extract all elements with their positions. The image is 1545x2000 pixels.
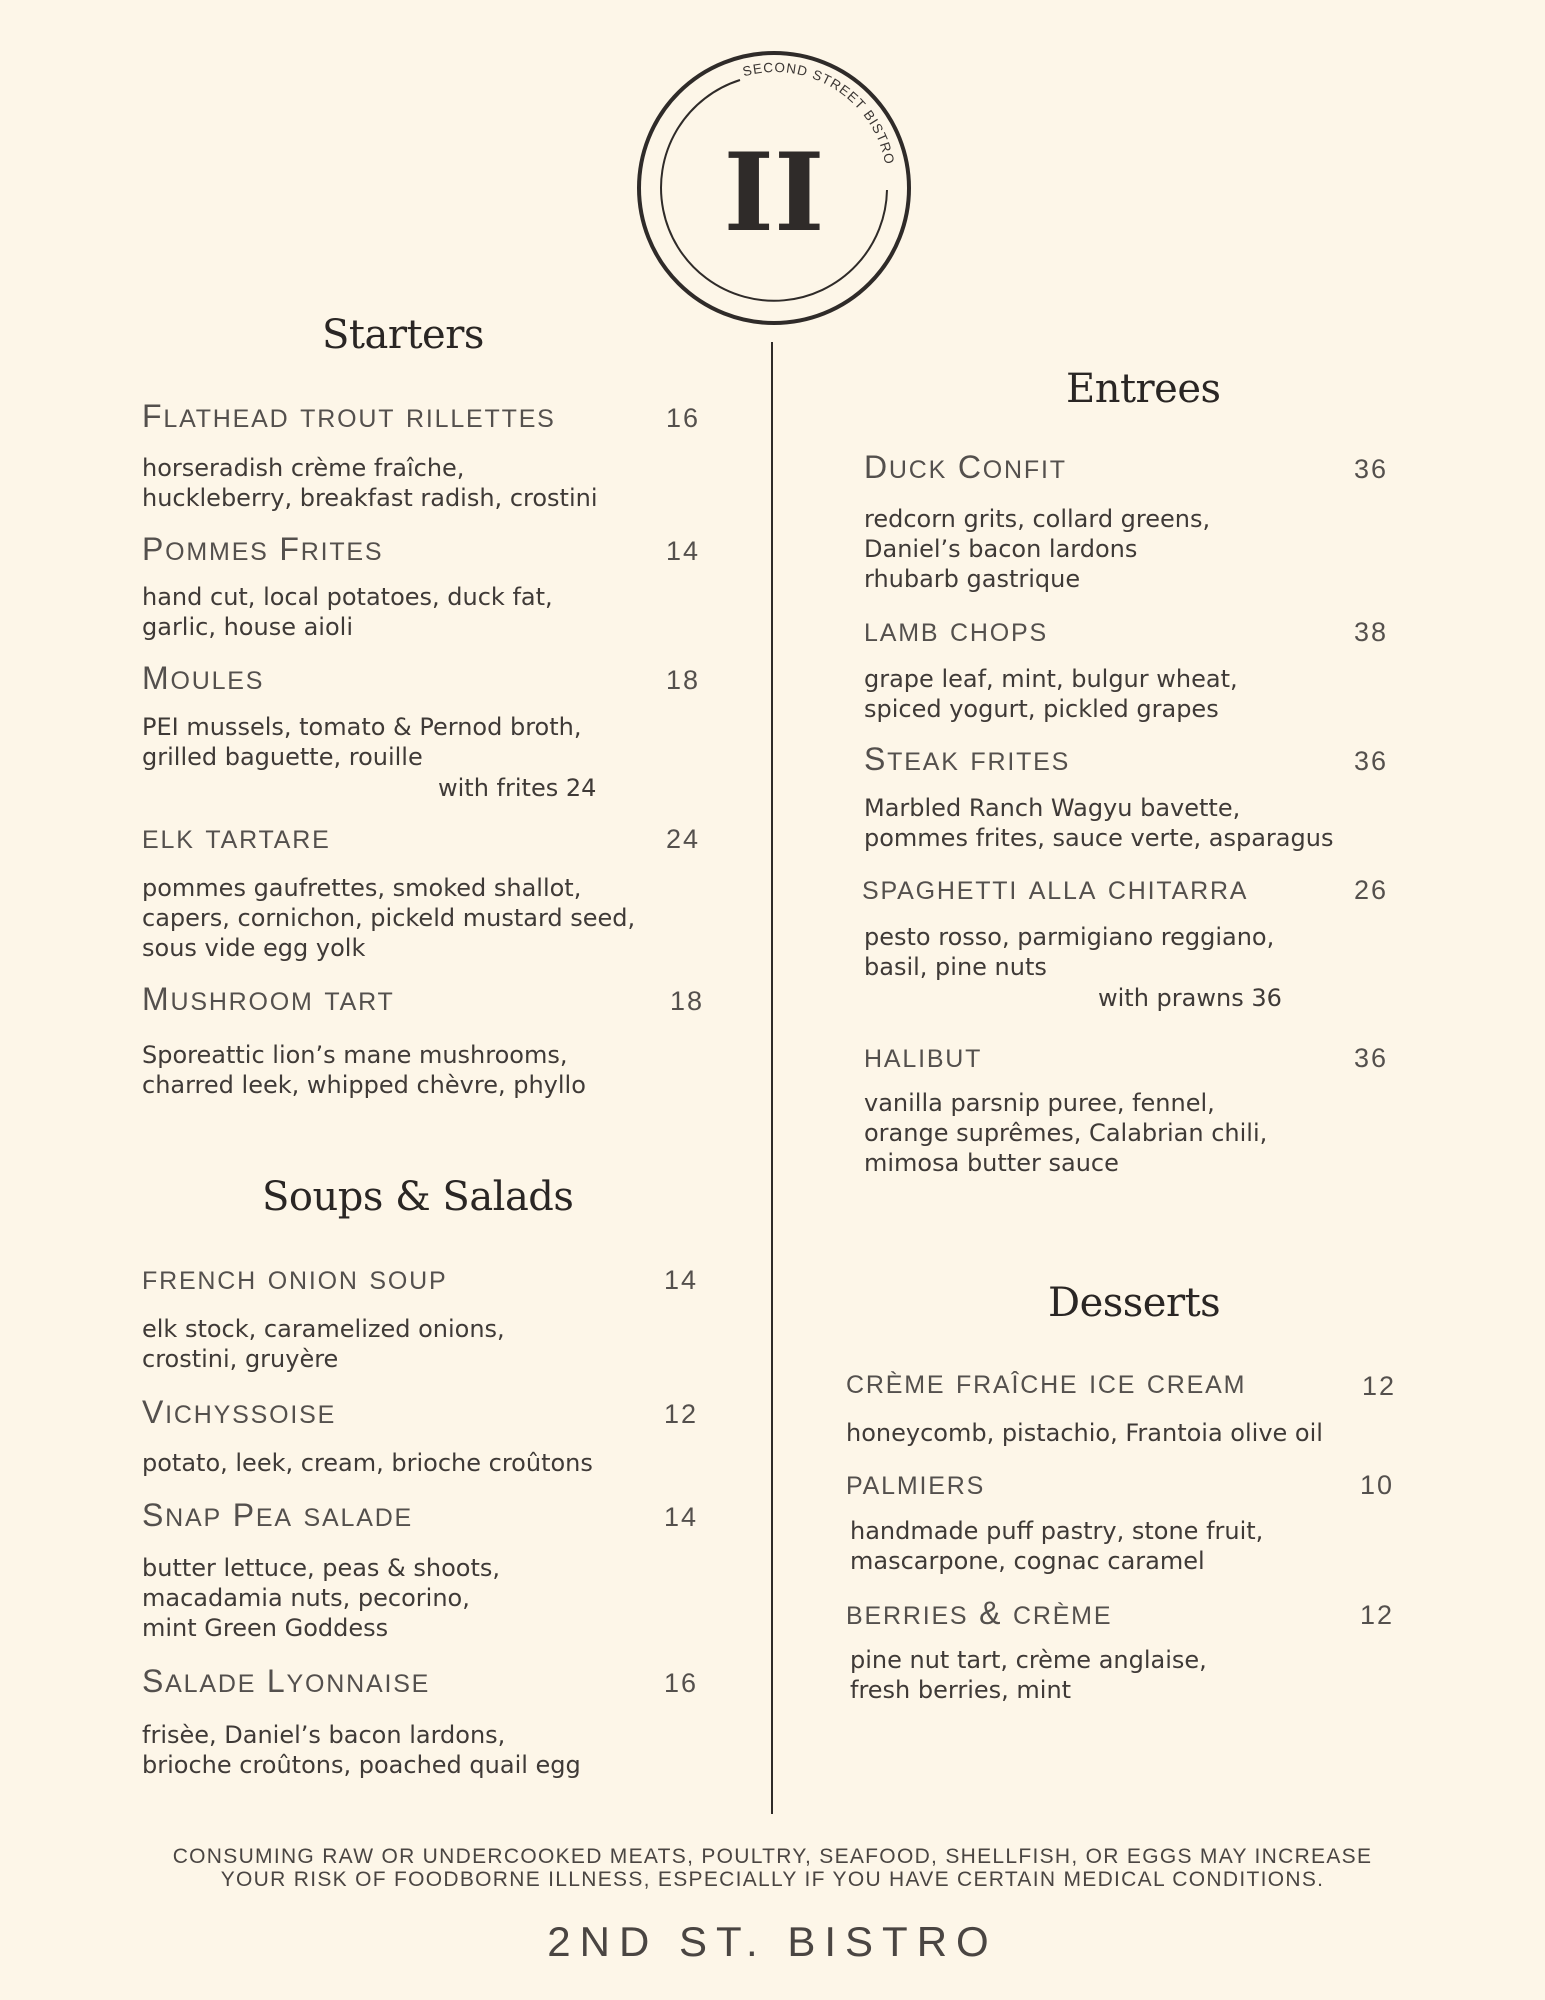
item-add-on-note: with frites 24 <box>438 774 597 802</box>
item-price: 24 <box>666 824 701 854</box>
item-name: SNAP PEA SALADE <box>142 1497 414 1533</box>
item-price: 36 <box>1354 454 1389 484</box>
soups-salads-title: Soups & Salads <box>262 1174 574 1220</box>
item-name: POMMES FRITES <box>142 531 384 567</box>
item-description: pesto rosso, parmigiano reggiano, basil, pine nuts <box>864 923 1275 981</box>
item-price: 18 <box>666 665 701 695</box>
item-price: 14 <box>664 1265 699 1295</box>
bistro-logo <box>636 50 912 326</box>
item-price: 36 <box>1354 746 1389 776</box>
item-price: 12 <box>1362 1371 1397 1401</box>
item-name: PALMIERS <box>846 1472 986 1500</box>
item-price: 16 <box>666 403 701 433</box>
item-price: 12 <box>664 1399 699 1429</box>
item-name: FRENCH ONION SOUP <box>142 1267 448 1295</box>
footer-restaurant-name: 2ND ST. BISTRO <box>547 1918 998 1965</box>
item-description: frisèe, Daniel’s bacon lardons, brioche croûtons, poached quail egg <box>142 1721 581 1779</box>
item-price: 12 <box>1360 1600 1395 1630</box>
column-divider <box>771 342 773 1814</box>
item-description: butter lettuce, peas & shoots, macadamia nuts, pecorino, mint Green Goddess <box>142 1554 501 1642</box>
item-name: HALIBUT <box>864 1045 983 1073</box>
item-name: LAMB CHOPS <box>864 619 1048 647</box>
item-price: 10 <box>1360 1470 1395 1500</box>
item-description: grape leaf, mint, bulgur wheat, spiced yogurt, pickled grapes <box>864 665 1238 723</box>
item-description: redcorn grits, collard greens, Daniel’s bacon lardons rhubarb gastrique <box>864 505 1211 593</box>
item-price: 16 <box>664 1668 699 1698</box>
item-price: 14 <box>666 536 701 566</box>
item-description: hand cut, local potatoes, duck fat, garlic, house aioli <box>142 583 553 641</box>
item-name: MOULES <box>142 660 265 696</box>
item-description: horseradish crème fraîche, huckleberry, breakfast radish, crostini <box>142 454 598 512</box>
item-description: pine nut tart, crème anglaise, fresh berries, mint <box>850 1646 1207 1704</box>
item-price: 26 <box>1354 875 1389 905</box>
item-description: pommes gaufrettes, smoked shallot, capers, cornichon, pickeld mustard seed, sous vide egg yolk <box>142 874 636 962</box>
item-price: 36 <box>1354 1043 1389 1073</box>
item-name: MUSHROOM TART <box>142 981 395 1017</box>
item-name: VICHYSSOISE <box>142 1394 337 1430</box>
item-name: STEAK FRITES <box>864 741 1071 777</box>
item-name: SPAGHETTI ALLA CHITARRA <box>862 877 1249 905</box>
item-description: handmade puff pastry, stone fruit, mascarpone, cognac caramel <box>850 1517 1264 1575</box>
item-description: vanilla parsnip puree, fennel, orange suprêmes, Calabrian chili, mimosa butter sauce <box>864 1089 1268 1177</box>
item-description: potato, leek, cream, brioche croûtons <box>142 1449 593 1477</box>
item-description: Marbled Ranch Wagyu bavette, pommes frites, sauce verte, asparagus <box>864 794 1334 852</box>
item-name: FLATHEAD TROUT RILLETTES <box>142 398 556 434</box>
desserts-title: Desserts <box>1048 1280 1221 1326</box>
item-name: DUCK CONFIT <box>864 449 1067 485</box>
item-name: CRÈME FRAÎCHE ICE CREAM <box>846 1371 1247 1399</box>
item-description: elk stock, caramelized onions, crostini, gruyère <box>142 1315 505 1373</box>
item-name: SALADE LYONNAISE <box>142 1663 431 1699</box>
item-price: 18 <box>670 986 705 1016</box>
food-safety-disclaimer: CONSUMING RAW OR UNDERCOOKED MEATS, POULTRY, SEAFOOD, SHELLFISH, OR EGGS MAY INCREASE YOUR RISK OF FOODBORNE ILLNESS, ESPECIALLY IF YOU HAVE CERTAIN MEDICAL CONDITIONS. <box>172 1845 1373 1891</box>
item-description: honeycomb, pistachio, Frantoia olive oil <box>846 1419 1323 1447</box>
item-price: 38 <box>1354 617 1389 647</box>
item-add-on-note: with prawns 36 <box>1098 984 1282 1012</box>
item-description: Sporeattic lion’s mane mushrooms, charred leek, whipped chèvre, phyllo <box>142 1041 586 1099</box>
logo-numeral: II <box>723 130 825 256</box>
entrees-title: Entrees <box>1066 366 1221 412</box>
starters-title: Starters <box>322 312 484 358</box>
item-name: BERRIES & CRÈME <box>846 1595 1113 1631</box>
logo-ring-text: SECOND STREET BISTRO <box>740 59 898 167</box>
item-name: ELK TARTARE <box>142 826 331 854</box>
item-price: 14 <box>664 1502 699 1532</box>
item-description: PEI mussels, tomato & Pernod broth, grilled baguette, rouille <box>142 713 582 771</box>
